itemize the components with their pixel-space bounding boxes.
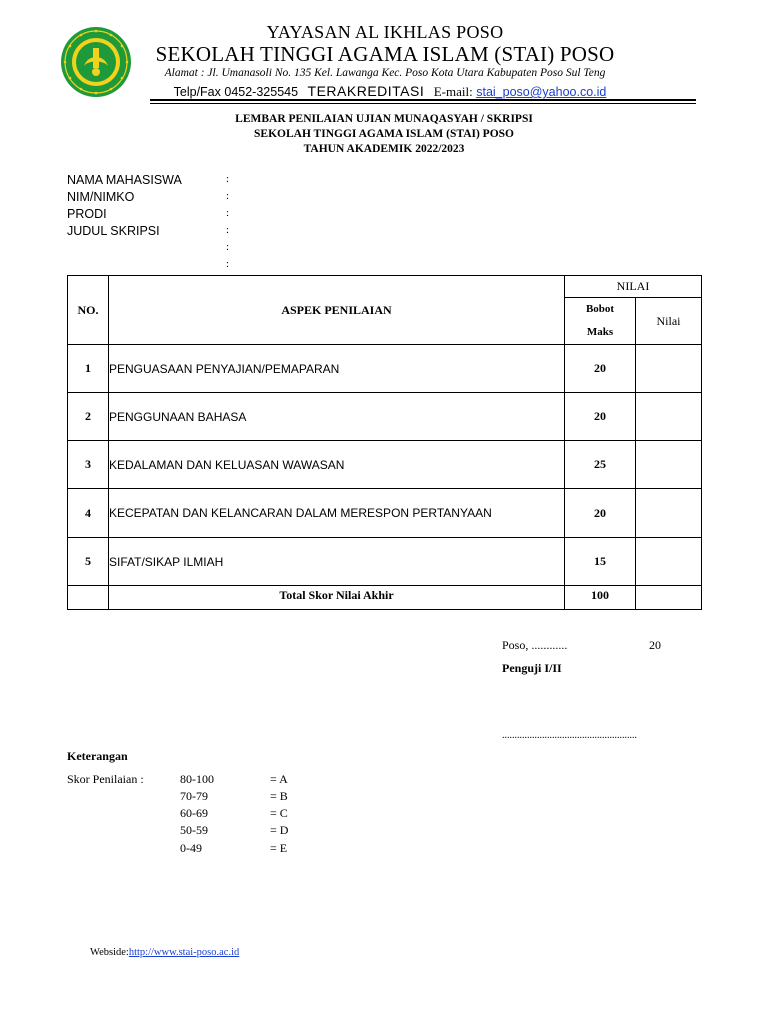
table-row [68, 441, 702, 489]
email-label: E-mail: [433, 84, 473, 99]
form-title-line3: TAHUN AKADEMIK 2022/2023 [303, 143, 465, 155]
field-label-prodi: PRODI [67, 207, 107, 221]
grade-letter: = C [270, 806, 288, 820]
col-header-no: NO. [68, 276, 109, 345]
row-aspect: PENGUASAAN PENYAJIAN/PEMAPARAN [109, 345, 565, 393]
field-label-nama: NAMA MAHASISWA [67, 173, 182, 187]
form-title-line2: SEKOLAH TINGGI AGAMA ISLAM (STAI) POSO [254, 128, 514, 140]
row-bobot: 20 [565, 345, 636, 393]
row-no: 5 [68, 538, 109, 586]
row-aspect: KEDALAMAN DAN KELUASAN WAWASAN [109, 441, 565, 489]
assessment-table [67, 275, 702, 610]
keterangan-title: Keterangan [67, 749, 128, 763]
row-no: 1 [68, 345, 109, 393]
col-header-bobot [565, 298, 636, 345]
grade-range: 80-100 [180, 772, 214, 786]
website-link[interactable]: http://www.stai-poso.ac.id [128, 947, 240, 958]
field-colon: : [226, 173, 230, 185]
grade-letter: = B [270, 789, 288, 803]
field-colon: : [226, 190, 230, 202]
field-colon: : [226, 207, 230, 219]
row-score-cell[interactable] [636, 441, 702, 489]
col-header-aspect: ASPEK PENILAIAN [109, 276, 565, 345]
field-colon: : [226, 258, 230, 270]
institution-address: Alamat : Jl. Umanasoli No. 135 Kel. Lawanga Kec. Poso Kota Utara Kabupaten Poso Sul Teng [164, 67, 606, 79]
row-no: 3 [68, 441, 109, 489]
bobot-label: Bobot [585, 303, 615, 315]
grade-letter: = E [270, 841, 288, 855]
table-row [68, 393, 702, 441]
place-date: Poso, ............ [502, 638, 568, 652]
signature-year: 20 [649, 638, 661, 652]
row-score-cell[interactable] [636, 538, 702, 586]
letterhead-rule-thin [150, 103, 696, 104]
table-row [68, 538, 702, 586]
row-aspect: KECEPATAN DAN KELANCARAN DALAM MERESPON PERTANYAAN [109, 489, 565, 538]
form-title-line1: LEMBAR PENILAIAN UJIAN MUNAQASYAH / SKRIPSI [235, 113, 533, 125]
footer-website [90, 947, 239, 958]
foundation-name: YAYASAN AL IKHLAS POSO [266, 22, 504, 42]
phone-number: 0452-325545 [224, 85, 299, 99]
table-row [68, 345, 702, 393]
col-header-nilai: NILAI [565, 276, 702, 298]
row-bobot: 20 [565, 393, 636, 441]
total-score-cell[interactable] [636, 586, 702, 610]
contact-line [120, 83, 660, 100]
maks-label: Maks [586, 326, 614, 338]
row-bobot: 15 [565, 538, 636, 586]
row-aspect: PENGGUNAAN BAHASA [109, 393, 565, 441]
grade-range: 0-49 [180, 841, 202, 855]
website-label: Webside: [90, 947, 129, 958]
total-bobot: 100 [565, 586, 636, 610]
email-link[interactable]: stai_poso@yahoo.co.id [476, 85, 607, 99]
phone-label: Telp/Fax [173, 85, 221, 99]
field-label-nim: NIM/NIMKO [67, 190, 135, 204]
grade-letter: = A [270, 772, 288, 786]
row-bobot: 25 [565, 441, 636, 489]
total-label: Total Skor Nilai Akhir [109, 586, 565, 610]
row-no: 4 [68, 489, 109, 538]
row-aspect: SIFAT/SIKAP ILMIAH [109, 538, 565, 586]
institution-name: SEKOLAH TINGGI AGAMA ISLAM (STAI) POSO [155, 42, 615, 66]
field-label-judul: JUDUL SKRIPSI [67, 224, 160, 238]
total-blank-cell [68, 586, 109, 610]
row-no: 2 [68, 393, 109, 441]
grade-range: 70-79 [180, 789, 208, 803]
examiner-label: Penguji I/II [502, 661, 562, 675]
row-score-cell[interactable] [636, 393, 702, 441]
grade-range: 50-59 [180, 823, 208, 837]
field-colon: : [226, 241, 230, 253]
grade-range: 60-69 [180, 806, 208, 820]
row-bobot: 20 [565, 489, 636, 538]
letterhead-rule-thick [150, 99, 696, 101]
grade-letter: = D [270, 823, 289, 837]
accreditation-text: TERAKREDITASI [307, 83, 425, 99]
col-header-score: Nilai [636, 298, 702, 345]
row-score-cell[interactable] [636, 489, 702, 538]
signature-line: ...................................................... [502, 730, 637, 741]
table-row [68, 489, 702, 538]
total-row [68, 586, 702, 610]
row-score-cell[interactable] [636, 345, 702, 393]
field-colon: : [226, 224, 230, 236]
score-label: Skor Penilaian : [67, 772, 144, 786]
